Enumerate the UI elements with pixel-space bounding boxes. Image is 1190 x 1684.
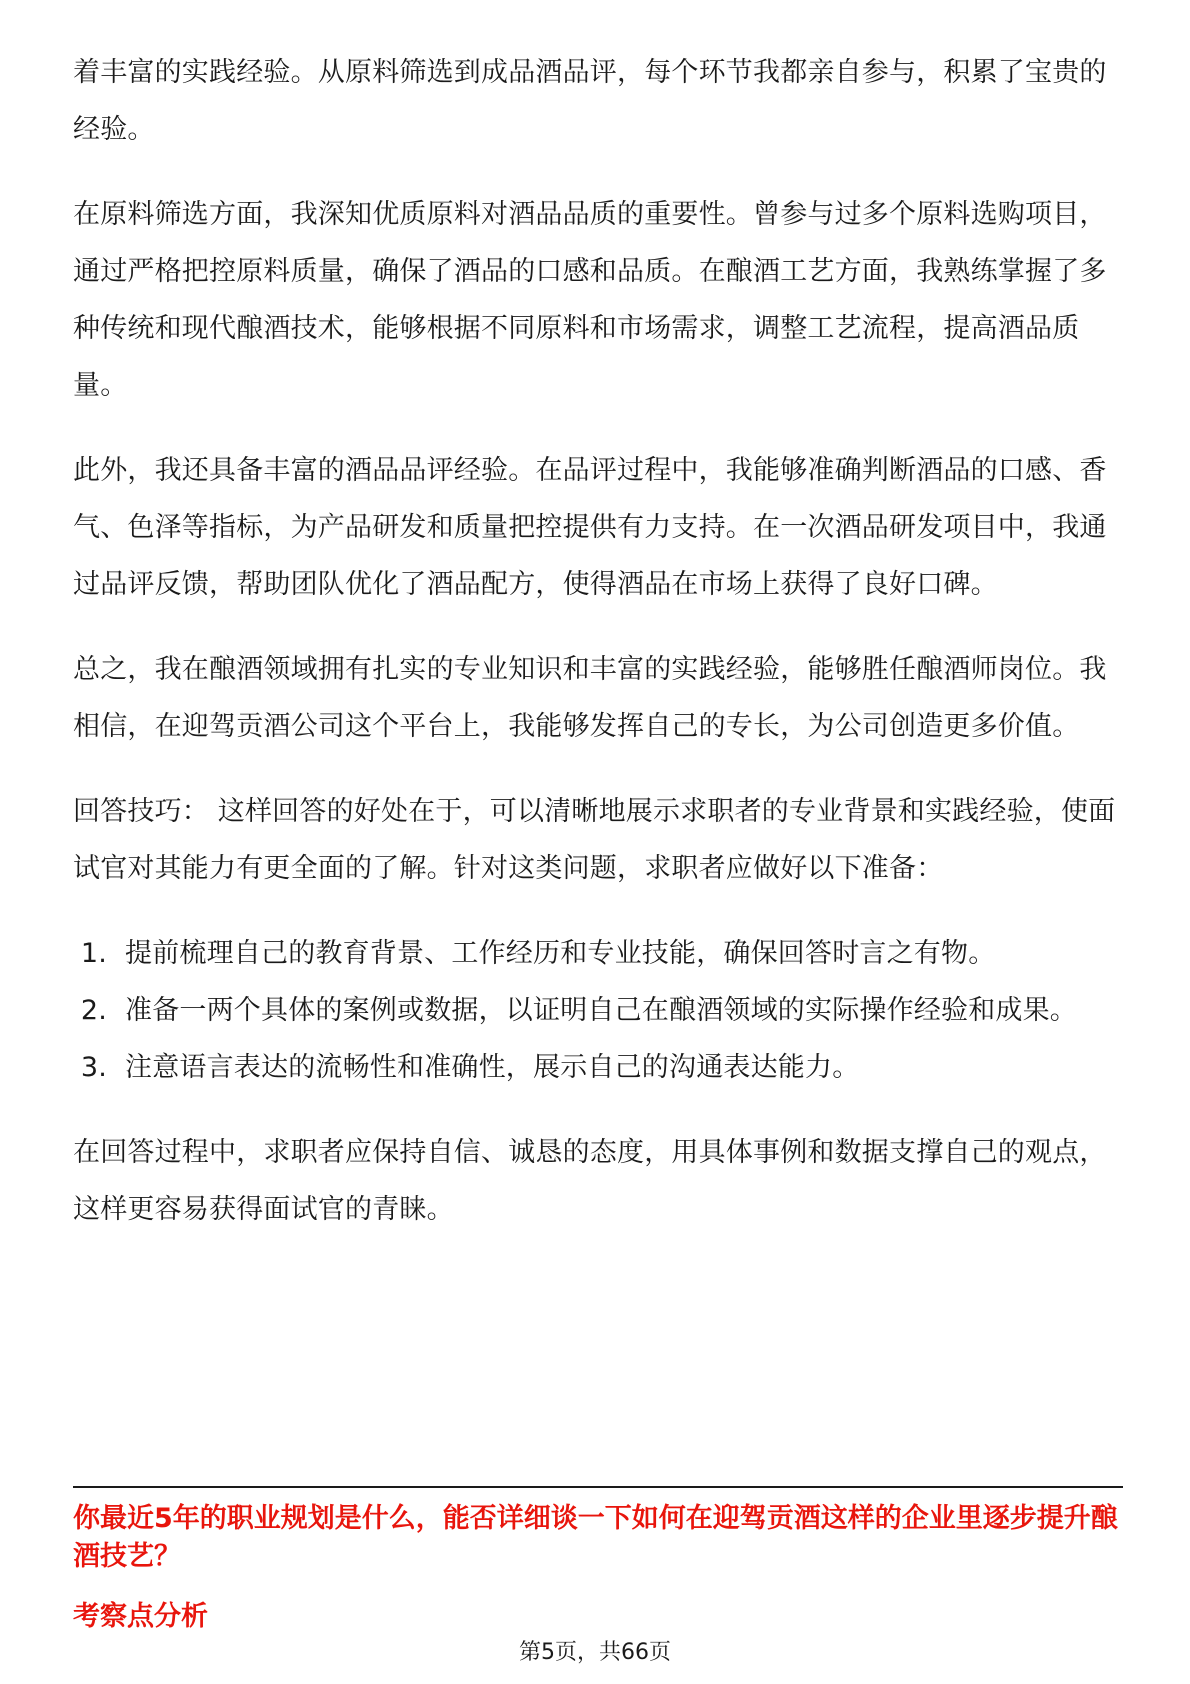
list-item bbox=[73, 1039, 1123, 1096]
paragraph-summary: 总之，我在酿酒领域拥有扎实的专业知识和丰富的实践经验，能够胜任酿酒师岗位。我相信，在迎驾贡酒公司这个平台上，我能够发挥自己的专长，为公司创造更多价值。 bbox=[73, 654, 1107, 742]
preparation-list bbox=[73, 925, 1123, 1096]
section-heading: 考察点分析 bbox=[73, 1601, 208, 1632]
paragraph-tasting: 此外，我还具备丰富的酒品品评经验。在品评过程中，我能够准确判断酒品的口感、香气、色泽等指标，为产品研发和质量把控提供有力支持。在一次酒品研发项目中，我通过品评反馈，帮助团队优化了酒品配方，使得酒品在市场上获得了良好口碑。 bbox=[73, 455, 1107, 600]
paragraph-experience-intro: 着丰富的实践经验。从原料筛选到成品酒品评，每个环节我都亲自参与，积累了宝贵的经验。 bbox=[73, 57, 1107, 145]
list-item-text: 提前梳理自己的教育背景、工作经历和专业技能，确保回答时言之有物。 bbox=[125, 938, 996, 969]
list-item-text: 注意语言表达的流畅性和准确性，展示自己的沟通表达能力。 bbox=[125, 1052, 860, 1083]
list-item-number: 3. bbox=[80, 1052, 107, 1083]
section-divider bbox=[73, 1486, 1123, 1488]
interview-question: 你最近5年的职业规划是什么，能否详细谈一下如何在迎驾贡酒这样的企业里逐步提升酿酒技艺？ bbox=[73, 1503, 1118, 1572]
paragraph-materials-process: 在原料筛选方面，我深知优质原料对酒品品质的重要性。曾参与过多个原料选购项目，通过严格把控原料质量，确保了酒品的口感和品质。在酿酒工艺方面，我熟练掌握了多种传统和现代酿酒技术，能够根据不同原料和市场需求，调整工艺流程，提高酒品质量。 bbox=[73, 199, 1107, 401]
paragraph-closing: 在回答过程中，求职者应保持自信、诚恳的态度，用具体事例和数据支撑自己的观点，这样更容易获得面试官的青睐。 bbox=[73, 1137, 1107, 1225]
list-item-number: 2. bbox=[80, 995, 107, 1026]
list-item bbox=[73, 925, 1123, 982]
main-content bbox=[73, 44, 1123, 1266]
paragraph-answer-tips: 回答技巧： 这样回答的好处在于，可以清晰地展示求职者的专业背景和实践经验，使面试官对其能力有更全面的了解。针对这类问题，求职者应做好以下准备： bbox=[73, 796, 1116, 884]
list-item-text: 准备一两个具体的案例或数据，以证明自己在酿酒领域的实际操作经验和成果。 bbox=[125, 995, 1077, 1026]
page-number: 第5页，共66页 bbox=[519, 1640, 671, 1665]
list-item-number: 1. bbox=[80, 938, 107, 969]
list-item bbox=[73, 982, 1123, 1039]
